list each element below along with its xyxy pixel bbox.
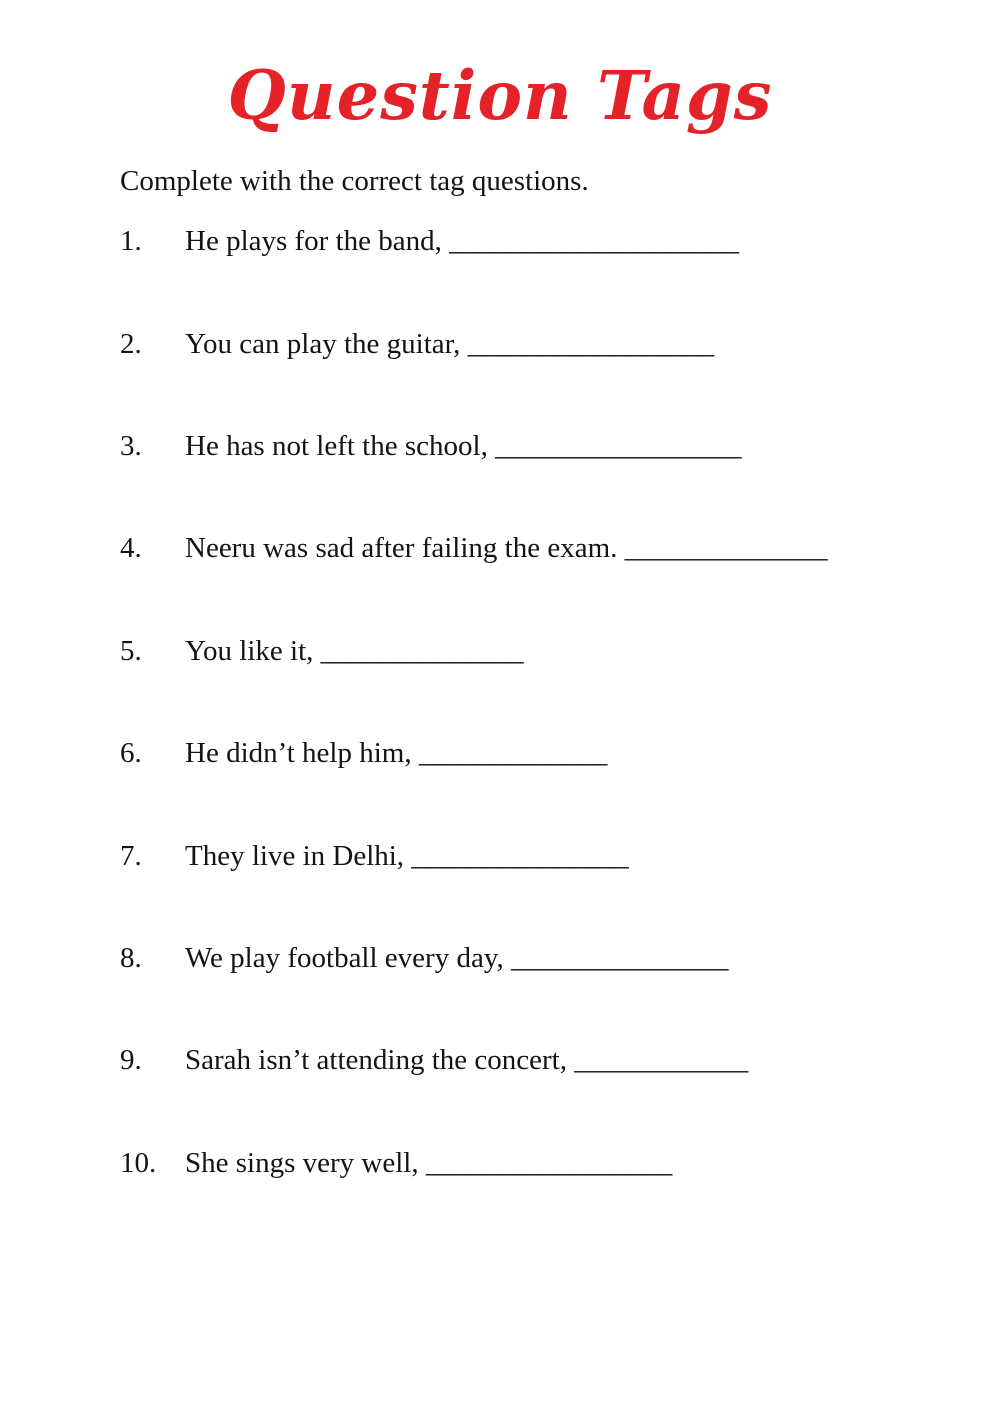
question-text: He didn’t help him, _____________ (185, 737, 608, 770)
question-row (120, 532, 940, 565)
question-row (120, 737, 940, 770)
question-row (120, 840, 940, 873)
question-text: He has not left the school, _________________ (185, 430, 742, 463)
question-row (120, 430, 940, 463)
question-row (120, 635, 940, 668)
question-number: 7. (120, 839, 142, 872)
question-text: They live in Delhi, _______________ (185, 839, 629, 872)
question-number: 2. (120, 327, 142, 360)
question-list (0, 225, 1000, 1179)
question-text: You like it, ______________ (185, 634, 524, 667)
question-row (120, 328, 940, 361)
question-number: 8. (120, 941, 142, 974)
question-text: She sings very well, _________________ (185, 1146, 673, 1179)
question-number: 1. (120, 225, 142, 258)
question-row (120, 225, 940, 258)
question-number: 9. (120, 1044, 142, 1077)
question-number: 4. (120, 532, 142, 565)
page-title: Question Tags (227, 56, 773, 135)
question-row (120, 942, 940, 975)
question-row (120, 1044, 940, 1077)
question-number: 3. (120, 430, 142, 463)
question-number: 6. (120, 737, 142, 770)
question-text: We play football every day, _______________ (185, 941, 729, 974)
question-text: He plays for the band, ____________________ (185, 225, 740, 258)
question-text: You can play the guitar, _________________ (185, 327, 715, 360)
question-text: Sarah isn’t attending the concert, ____________ (185, 1044, 749, 1077)
question-text: Neeru was sad after failing the exam. ______________ (185, 532, 828, 565)
question-number: 10. (120, 1146, 157, 1179)
question-number: 5. (120, 634, 142, 667)
instruction-text: Complete with the correct tag questions. (120, 165, 589, 198)
question-row (120, 1147, 940, 1180)
